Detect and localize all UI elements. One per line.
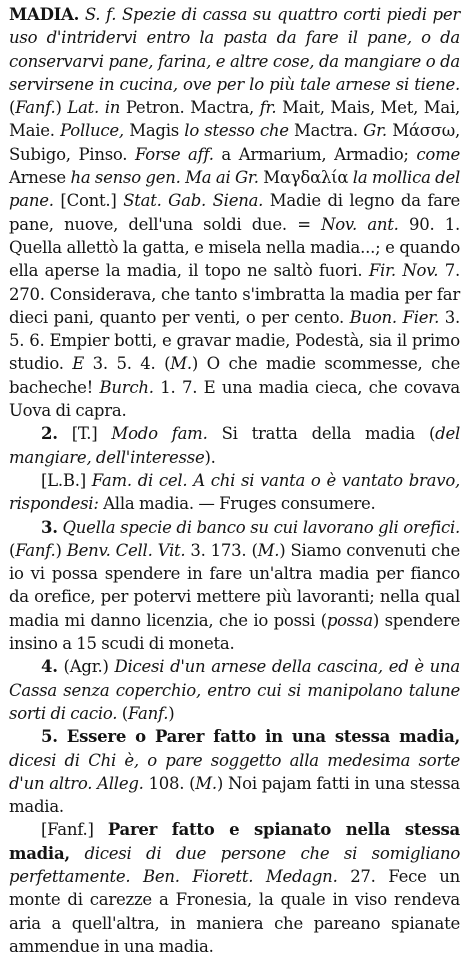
- text-run: [70, 844, 85, 863]
- italic-run: Buon. Fier.: [349, 307, 440, 327]
- italic-run: Alleg.: [97, 773, 144, 793]
- italic-run: Burch.: [99, 377, 154, 397]
- italic-run: ha senso gen. Ma ai Gr.: [70, 168, 259, 188]
- italic-run: Forse aff.: [135, 144, 214, 164]
- text-run: [Cont.]: [53, 191, 124, 211]
- text-run: ): [55, 540, 67, 560]
- text-run: [Fanf.]: [41, 820, 108, 840]
- sense-2-proverb: [9, 469, 460, 516]
- sense-5-idiom: [9, 818, 460, 958]
- italic-run: E: [72, 354, 85, 374]
- italic-run: Fanf.: [127, 703, 169, 723]
- text-run: 7. 270. Considerava, che tanto s'imbratta la madia per far dieci pani, quanto per venti, o per cento.: [9, 261, 460, 327]
- text-run: ) O che madie scommesse, che bacheche!: [9, 354, 460, 397]
- text-run: 3. 173. (: [185, 540, 258, 560]
- text-run: (: [9, 98, 16, 118]
- italic-run: Dicesi d'un arnese della cascina, ed è una Cassa senza coperchio, entro cui si manipolano talune sorti di cacio.: [9, 657, 460, 723]
- bold-run: Parer fatto e spianato nella stessa madia,: [9, 820, 460, 863]
- text-run: Μαγδαλία: [258, 168, 353, 188]
- italic-run: Stat. Gab. Siena.: [123, 191, 264, 211]
- sense-5: [9, 725, 460, 818]
- bold-run: 4.: [41, 657, 58, 677]
- text-run: ) spendere insino a 15 scudi di moneta.: [9, 610, 460, 654]
- text-run: 3. 5. 4. (: [84, 354, 171, 374]
- italic-run: Lat. in: [67, 98, 121, 118]
- text-run: Si tratta della madia (: [207, 424, 436, 444]
- text-run: ) Noi pajam fatti in una stessa madia.: [9, 773, 460, 817]
- text-run: Petron. Mactra,: [120, 98, 260, 118]
- italic-run: Fir. Nov.: [368, 261, 439, 281]
- italic-run: dicesi di Chi è, o pare soggetto alla medesima sorte d'un altro.: [9, 750, 460, 793]
- text-run: Alla madia. — Fruges consumere.: [98, 494, 376, 514]
- text-run: ) Siamo convenuti che io vi possa spendere in fare un'altra madia per fianco da orefice, per potervi mettere più lavoranti; nella qual madia mi danno licenzia, che io possi (: [9, 540, 460, 630]
- bold-run: 3.: [41, 517, 58, 537]
- italic-run: Fanf.: [15, 98, 56, 118]
- italic-run: S. f. Spezie di cassa su quattro corti piedi per uso d'intridervi entro la pasta da fare il pane, o da conservarvi pane, farina, e altre cose, da mangiare o da servirsene in cucina, ove per lo più tale arnese si tiene.: [9, 5, 460, 94]
- text-run: (: [117, 703, 128, 723]
- text-run: ): [55, 98, 68, 118]
- headword: MADIA.: [9, 5, 80, 24]
- text-run: a Armarium, Armadio;: [213, 144, 417, 164]
- italic-run: dicesi di due persone che si somigliano perfettamente. Ben. Fiorett. Medagn.: [9, 843, 461, 886]
- text-run: 1. 7. E una madia cieca, che covava Uova di capra.: [9, 377, 460, 421]
- italic-run: Fanf.: [15, 540, 56, 560]
- italic-run: M.: [195, 773, 217, 793]
- sense-4: [9, 655, 460, 725]
- italic-run: Benv. Cell. Vit.: [66, 540, 186, 560]
- text-run: 90. 1. Quella allettò la gatta, e misela nella madia...; e quando ella aperse la madia, il topo ne saltò fuori.: [9, 214, 460, 281]
- sense-3: [9, 516, 460, 656]
- text-run: [T.]: [57, 424, 112, 444]
- italic-run: M.: [257, 540, 280, 560]
- italic-run: Nov. ant.: [321, 214, 399, 234]
- italic-run: Polluce,: [60, 121, 124, 141]
- text-run: 27. Fece un monte di carezze a Fronesia, la quale in viso rendeva aria a quell'altra, in maniera che pareano spianate ammendue in una madia.: [9, 866, 460, 956]
- italic-run: possa: [326, 610, 373, 630]
- italic-run: come: [416, 144, 460, 164]
- text-run: Mait, Mais, Met, Mai, Maie.: [9, 98, 461, 141]
- italic-run: Gr.: [363, 121, 387, 141]
- italic-run: del mangiare, dell'interesse: [9, 424, 460, 467]
- entry-definition: [9, 3, 460, 422]
- text-run: ): [168, 703, 175, 723]
- text-run: 108. (: [143, 773, 196, 793]
- text-run: [L.B.]: [41, 470, 92, 490]
- text-run: Madie di legno da fare pane, nuove, dell'una soldi due. =: [9, 191, 461, 234]
- text-run: Μάσσω, Subigo, Pinso.: [9, 121, 461, 164]
- text-run: 3. 5. 6. Empier botti, e gravar madie, Podestà, sia il primo studio.: [9, 307, 460, 374]
- text-run: (: [9, 540, 16, 560]
- text-run: ).: [204, 447, 216, 467]
- italic-run: Fam. di cel. A chi si vanta o è vantato bravo, rispondesi:: [9, 470, 460, 514]
- italic-run: fr.: [259, 98, 277, 118]
- italic-run: lo stesso che: [184, 121, 289, 141]
- text-run: Arnese: [9, 168, 71, 188]
- bold-run: 5. Essere o Parer fatto in una stessa madia,: [41, 727, 460, 747]
- bold-run: 2.: [41, 424, 58, 444]
- sense-2: [9, 422, 460, 469]
- text-run: Magis: [123, 121, 185, 141]
- italic-run: M.: [170, 354, 192, 374]
- italic-run: Quella specie di banco su cui lavorano gli orefici.: [62, 517, 460, 537]
- text-run: Mactra.: [288, 121, 364, 141]
- italic-run: Modo fam.: [111, 424, 208, 444]
- text-run: (Agr.): [57, 657, 115, 677]
- italic-run: la mollica del pane.: [9, 168, 461, 211]
